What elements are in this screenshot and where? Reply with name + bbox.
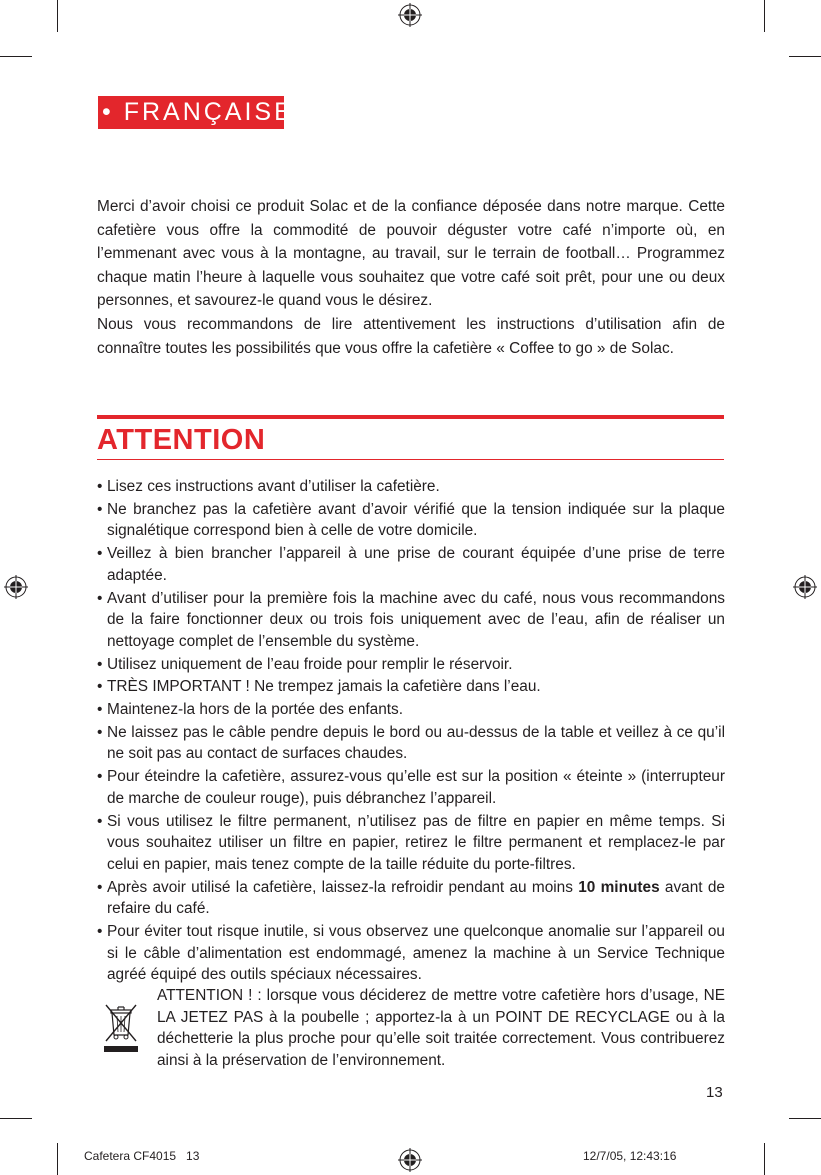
list-item: • Veillez à bien brancher l’appareil à une prise de courant équipée d’une prise de terre adaptée.: [97, 543, 725, 586]
crop-mark: [57, 0, 58, 32]
crop-mark: [789, 1118, 821, 1119]
registration-mark-icon: [398, 1148, 422, 1172]
list-item: • Pour éteindre la cafetière, assurez-vous qu’elle est sur la position « éteinte » (interrupteur de marche de couleur rouge), puis débranchez l’appareil.: [97, 766, 725, 809]
cooldown-text-before: Après avoir utilisé la cafetière, laissez-la refroidir pendant au moins: [107, 878, 579, 896]
list-item: • Ne branchez pas la cafetière avant d’avoir vérifié que la tension indiquée sur la plaque signalétique correspond bien à celle de votre domicile.: [97, 499, 725, 542]
crop-mark: [0, 1118, 32, 1119]
page-number: 13: [706, 1084, 723, 1101]
list-item: • Pour éviter tout risque inutile, si vous observez une quelconque anomalie sur l’appareil ou si le câble d’alimentation est endommagé, amenez la machine à un Service Technique agréé équipé des outils spéciaux nécessaires.: [97, 921, 725, 986]
list-item: • TRÈS IMPORTANT ! Ne trempez jamais la cafetière dans l’eau.: [97, 676, 725, 698]
attention-title: ATTENTION: [97, 424, 266, 456]
list-item: [97, 877, 725, 920]
crop-mark: [57, 1143, 58, 1175]
recycling-note: ATTENTION ! : lorsque vous déciderez de mettre votre cafetière hors d’usage, NE LA JETEZ PAS à la poubelle ; apportez-la à un POINT DE RECYCLAGE ou à la déchetterie la plus proche pour qu’elle soit traitée correctement. Vous contribuerez ainsi à la préservation de l’environnement.: [157, 987, 725, 1070]
list-item: • Avant d’utiliser pour la première fois la machine avec du café, nous vous recommandons de la faire fonctionner deux ou trois fois uniquement avec de l’eau, afin de réaliser un nettoyage complet de l’ensemble du système.: [97, 588, 725, 653]
language-tab: • FRANÇAISE: [98, 96, 284, 129]
list-item: • Maintenez-la hors de la portée des enfants.: [97, 699, 725, 721]
section-title-underline: [97, 459, 724, 460]
cooldown-text-after: avant de refaire du café.: [107, 878, 725, 918]
section-top-rule: [97, 415, 724, 419]
list-item: • Utilisez uniquement de l’eau froide pour remplir le réservoir.: [97, 654, 725, 676]
list-item: • Lisez ces instructions avant d’utiliser la cafetière.: [97, 476, 725, 498]
intro-text: [97, 195, 725, 360]
print-slug-date: 12/7/05, 12:43:16: [583, 1149, 677, 1163]
crop-mark: [764, 1143, 765, 1175]
intro-paragraph: Merci d’avoir choisi ce produit Solac et de la confiance déposée dans notre marque. Cette cafetière vous offre la commodité de pouvoir déguster votre café n’importe où, en l’emmenant avec vous à la montagne, au travail, sur le terrain de football… Programmez chaque matin l’heure à laquelle vous souhaitez que votre café soit prêt, pour une ou deux personnes, et savourez-le quand vous le désirez.: [97, 198, 725, 310]
weee-crossed-bin-icon: [104, 1003, 138, 1053]
crop-mark: [789, 56, 821, 57]
cooldown-duration: 10 minutes: [578, 878, 660, 896]
crop-mark: [764, 0, 765, 32]
list-item: • Si vous utilisez le filtre permanent, n’utilisez pas de filtre en papier en même temps. Si vous souhaitez utiliser un filtre en papier, retirez le filtre permanent et remplacez-le par celui en papier, mais tenez compte de la taille réduite du porte-filtres.: [97, 811, 725, 876]
registration-mark-icon: [793, 575, 817, 599]
safety-instructions-list: [97, 476, 725, 987]
registration-mark-icon: [398, 3, 422, 27]
registration-mark-icon: [4, 575, 28, 599]
print-slug-file: Cafetera CF4015 13: [84, 1149, 200, 1163]
intro-paragraph: Nous vous recommandons de lire attentivement les instructions d’utilisation afin de connaître toutes les possibilités que vous offre la cafetière « Coffee to go » de Solac.: [97, 315, 725, 357]
list-item: • Ne laissez pas le câble pendre depuis le bord ou au-dessus de la table et veillez à ce qu’il ne soit pas au contact de surfaces chaudes.: [97, 722, 725, 765]
crop-mark: [0, 56, 32, 57]
